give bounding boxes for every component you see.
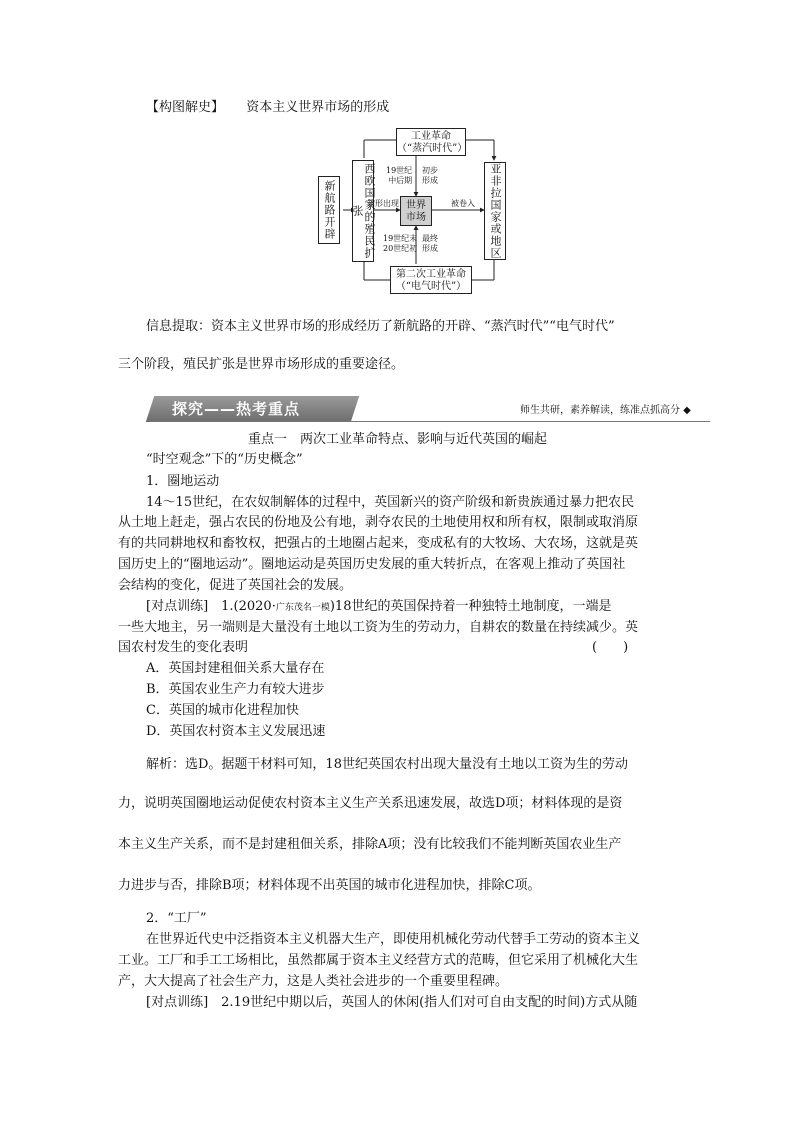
item2-title: 2．“工厂” xyxy=(146,911,207,926)
label-lower-stage-1: 最终 xyxy=(422,234,438,243)
item1-title: 1．圈地运动 xyxy=(146,474,220,489)
analysis-line-1: 解析：选D。据题干材料可知，18世纪英国农村出现大量没有土地以工资为生的劳动 xyxy=(146,757,628,772)
bottom-box-line1: 第二次工业革命 xyxy=(396,269,466,280)
analysis-line-2: 力，说明英国圈地运动促使农村资本主义生产关系迅速发展，故选D项；材料体现的是资 xyxy=(118,796,623,811)
label-left-arrow: 雏形出现 xyxy=(367,199,399,208)
question1-stem: )18世纪的英国保持着一种独特土地制度，一端是 xyxy=(329,599,612,614)
label-lower-time xyxy=(383,234,417,254)
option-a: A．英国封建租佃关系大量存在 xyxy=(146,661,325,676)
item1-line-2: 从土地上赶走，强占农民的份地及公有地，剥夺农民的土地使用权和所有权，限制或取消原 xyxy=(118,515,639,530)
label-upper-stage-1: 初步 xyxy=(422,166,438,175)
info-line-1: 信息提取：资本主义世界市场的形成经历了新航路的开辟、“蒸汽时代”“电气时代” xyxy=(146,319,615,334)
banner-right-label: 师生共研，素养解读，练准点抓高分 xyxy=(520,405,680,416)
header-title: 资本主义世界市场的形成 xyxy=(246,100,390,115)
question1-line-3: 国农村发生的变化表明 xyxy=(118,640,249,655)
item1-line-1: 14～15世纪，在农奴制解体的过程中，英国新兴的资产阶级和新贵族通过暴力把农民 xyxy=(146,495,635,510)
second-industrial-revolution-box xyxy=(390,266,472,294)
banner-right-text xyxy=(520,404,691,418)
new-sea-route-box: 新航路开辟 xyxy=(318,176,340,244)
industrial-revolution-box xyxy=(396,128,466,156)
center-box-line1: 世界 xyxy=(406,200,426,211)
label-upper-time-1: 19世纪 xyxy=(386,166,413,175)
top-box-line2: （“蒸汽时代”） xyxy=(397,143,468,154)
banner-underline xyxy=(150,421,710,422)
label-right-arrow: 被卷入 xyxy=(451,199,475,208)
colonial-expansion-box: 西欧国家的殖民扩张 xyxy=(352,160,374,262)
analysis-line-4: 力进步与否，排除B项；材料体现不出英国的城市化进程加快，排除C项。 xyxy=(118,878,541,893)
option-c: C．英国的城市化进程加快 xyxy=(146,703,299,718)
question1-source: 广东茂名一模 xyxy=(275,603,330,613)
world-market-center-box xyxy=(400,196,432,226)
section-subheading: “时空观念”下的“历史概念” xyxy=(146,452,303,467)
section-heading: 重点一 两次工业革命特点、影响与近代英国的崛起 xyxy=(248,432,548,447)
item2-line-3: 产，大大提高了社会生产力，这是人类社会进步的一个重要里程碑。 xyxy=(118,974,509,989)
bottom-box-line2: （“电气时代”） xyxy=(395,281,467,292)
header-tag: 【构图解史】 xyxy=(146,100,225,115)
afro-asian-latin-box: 亚非拉国家或地区 xyxy=(484,162,506,260)
banner-title: 探究——热考重点 xyxy=(172,400,301,418)
label-lower-stage xyxy=(422,234,438,254)
question1-line-2: 一些大地主，另一端则是大量没有土地以工资为生的劳动力，自耕农的数量在持续减少。英 xyxy=(118,620,639,635)
item2-line-1: 在世界近代史中泛指资本主义机器大生产，即使用机械化劳动代替手工劳动的资本主义 xyxy=(146,932,641,947)
section-header xyxy=(146,98,389,118)
diamond-icon: ◆ xyxy=(680,405,691,416)
label-lower-stage-2: 形成 xyxy=(422,244,438,253)
world-market-diagram xyxy=(312,126,518,294)
label-upper-time-2: 中后期 xyxy=(388,176,413,185)
label-upper-time xyxy=(386,166,412,186)
center-box-line2: 市场 xyxy=(406,212,426,223)
info-line-2: 三个阶段，殖民扩张是世界市场形成的重要途径。 xyxy=(118,357,405,372)
question1-prefix: [对点训练] 1.(2020· xyxy=(146,599,276,614)
item1-line-3: 有的共同耕地权和畜牧权，把强占的土地圈占起来，变成私有的大牧场、大农场，这就是英 xyxy=(118,536,639,551)
item2-line-2: 工业。工厂和手工工场相比，虽然都属于资本主义经营方式的范畴，但它采用了机械化大生 xyxy=(118,953,639,968)
label-upper-stage-2: 形成 xyxy=(422,176,438,185)
label-upper-stage xyxy=(422,166,438,186)
question2-line-1: [对点训练] 2.19世纪中期以后，英国人的休闲(指人们对可自由支配的时间)方式从随 xyxy=(146,995,638,1010)
option-d: D．英国农村资本主义发展迅速 xyxy=(146,724,326,739)
top-box-line1: 工业革命 xyxy=(411,131,451,142)
analysis-line-3: 本主义生产关系，而不是封建租佃关系，排除A项；没有比较我们不能判断英国农业生产 xyxy=(118,837,622,852)
label-lower-time-1: 19世纪末 xyxy=(383,234,418,243)
option-b: B．英国农业生产力有较大进步 xyxy=(146,682,325,697)
label-lower-time-2: 20世纪初 xyxy=(383,244,418,253)
item1-line-4: 国历史上的“圈地运动”。圈地运动是英国历史发展的重大转折点，在客观上推动了英国社 xyxy=(118,557,626,572)
question1-line-1 xyxy=(146,597,611,618)
answer-blank: ( ) xyxy=(592,640,629,655)
item1-line-5: 会结构的变化，促进了英国社会的发展。 xyxy=(118,578,353,593)
